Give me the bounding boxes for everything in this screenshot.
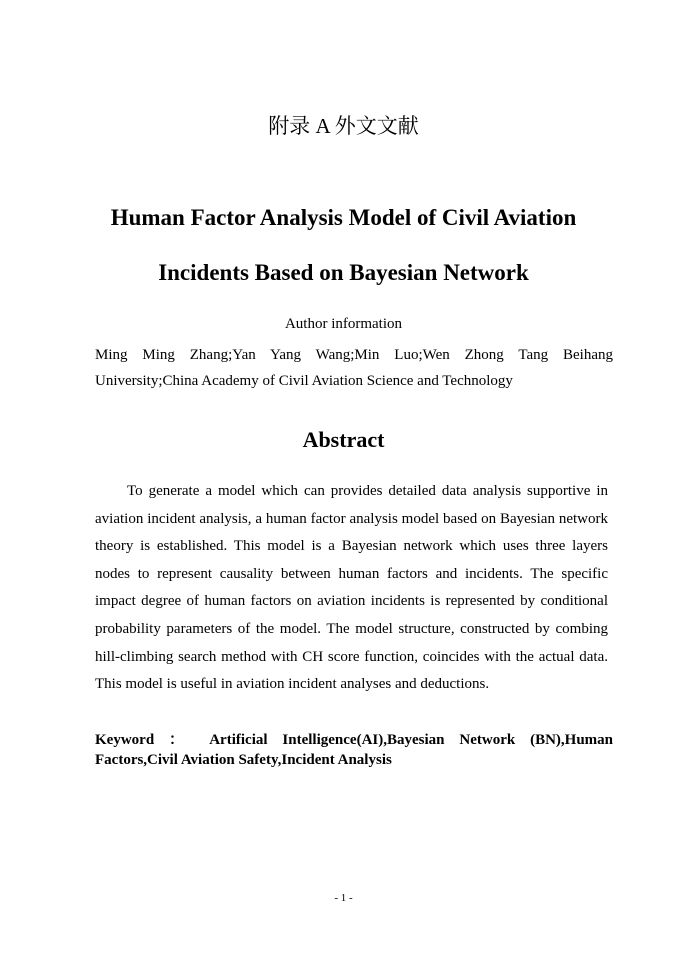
paper-title-line-2: Incidents Based on Bayesian Network [158, 260, 529, 285]
keywords: Keyword ： Artificial Intelligence(AI),Bayesian Network (BN),Human Factors,Civil Aviation Safety,Incident Analysis [95, 732, 613, 768]
abstract-body: To generate a model which can provides detailed data analysis supportive in aviation incident analysis, a human factor analysis model based on Bayesian network theory is established. This model is a Bayesian network which uses three layers nodes to represent causality between human factors and incidents. The specific impact degree of human factors on aviation incidents is represented by conditional probability parameters of the model. The model structure, constructed by combing hill-climbing search method with CH score function, coincides with the actual data. This model is useful in aviation incident analyses and deductions. [95, 483, 608, 693]
paper-title-line-1: Human Factor Analysis Model of Civil Aviation [110, 205, 577, 230]
abstract-heading: Abstract [302, 427, 385, 452]
author-info-label: Author information [284, 316, 403, 332]
author-list: Ming Ming Zhang;Yan Yang Wang;Min Luo;Wen Zhong Tang Beihang University;China Academy of Civil Aviation Science and Technology [95, 347, 613, 389]
appendix-heading: 附录 A 外文文献 [268, 114, 419, 138]
page-number: - 1 - [334, 892, 353, 904]
